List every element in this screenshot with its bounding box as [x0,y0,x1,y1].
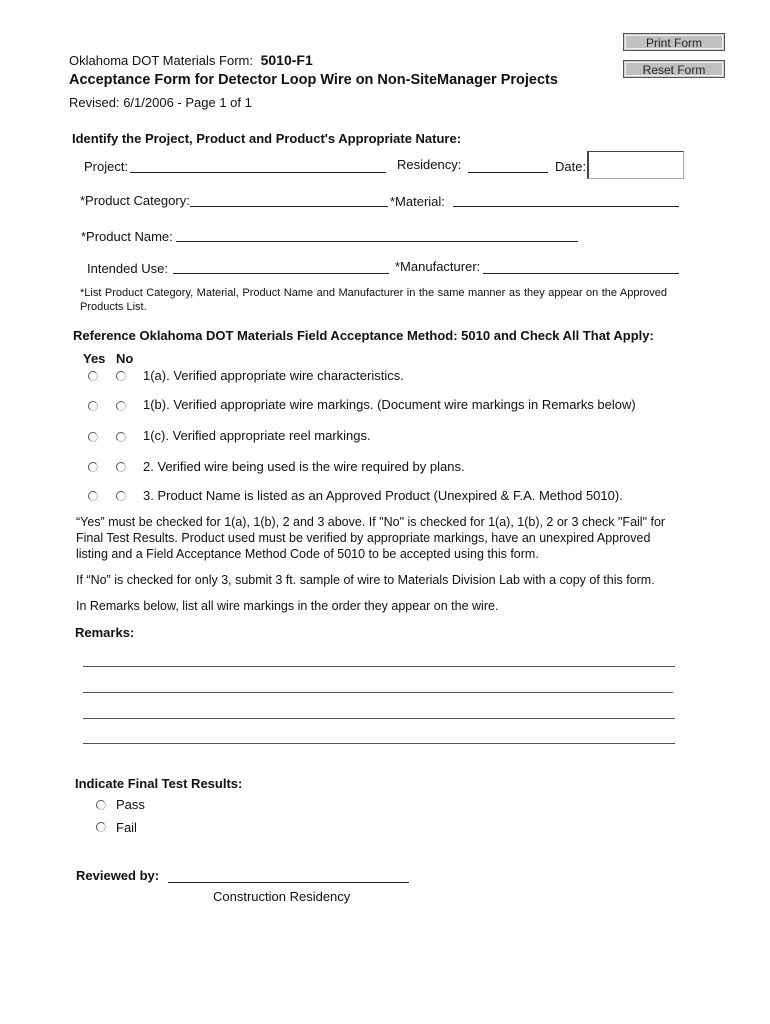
pass-radio[interactable] [96,800,106,810]
item-1a-yes-radio[interactable] [88,371,98,381]
intended-use-field[interactable] [173,273,389,274]
item-1c-no-radio[interactable] [116,432,126,442]
item-1b-no-radio[interactable] [116,401,126,411]
construction-residency-caption: Construction Residency [213,889,351,904]
item-2-no-radio[interactable] [116,462,126,472]
product-name-label: *Product Name: [81,229,173,244]
product-name-field[interactable] [176,241,578,242]
item-1b-yes-radio[interactable] [88,401,98,411]
remarks-line-4[interactable] [83,743,675,744]
project-field[interactable] [130,172,386,173]
item-1b-text: 1(b). Verified appropriate wire markings. (Document wire markings in Remarks below) [143,397,636,412]
form-prefix: Oklahoma DOT Materials Form: [69,53,253,68]
manufacturer-field[interactable] [483,273,679,274]
item-1c-yes-radio[interactable] [88,432,98,442]
products-list-note: *List Product Category, Material, Product Name and Manufacturer in the same manner as they appear on the Approved Products List. [80,287,667,313]
material-label: *Material: [390,194,445,209]
print-form-button[interactable]: Print Form [623,33,725,51]
residency-label: Residency: [397,157,462,172]
section-acceptance-heading: Reference Oklahoma DOT Materials Field Acceptance Method: 5010 and Check All That Apply: [73,328,654,343]
revised-line: Revised: 6/1/2006 - Page 1 of 1 [69,95,252,110]
no-column-label: No [116,351,134,366]
item-3-no-radio[interactable] [116,491,126,501]
item-3-text: 3. Product Name is listed as an Approved Product (Unexpired & F.A. Method 5010). [143,488,623,503]
final-results-heading: Indicate Final Test Results: [75,776,243,791]
item-1c-text: 1(c). Verified appropriate reel markings. [143,428,371,443]
remarks-line-3[interactable] [83,718,675,719]
form-number-line [69,52,313,68]
instruction-yes-no: “Yes” must be checked for 1(a), 1(b), 2 and 3 above. If "No" is checked for 1(a), 1(b), 2 or 3 check "Fail" for Final Test Results. Product used must be verified by appropriate markings, have an unexpired Approved listing and a Field Acceptance Method Code of 5010 to be accepted using this form. [76,515,666,561]
form-title: Acceptance Form for Detector Loop Wire on Non-SiteManager Projects [69,72,558,88]
instruction-sample: If “No” is checked for only 3, submit 3 ft. sample of wire to Materials Division Lab with a copy of this form. [76,573,655,587]
fail-label: Fail [116,820,137,835]
reset-form-button[interactable]: Reset Form [623,60,725,78]
manufacturer-label: *Manufacturer: [395,259,481,274]
residency-field[interactable] [468,172,548,173]
product-category-field[interactable] [190,206,388,207]
remarks-line-1[interactable] [83,666,675,667]
item-2-yes-radio[interactable] [88,462,98,472]
item-1a-text: 1(a). Verified appropriate wire characteristics. [143,368,404,383]
item-3-yes-radio[interactable] [88,491,98,501]
reviewed-by-field[interactable] [168,882,409,883]
item-2-text: 2. Verified wire being used is the wire required by plans. [143,459,465,474]
instruction-remarks: In Remarks below, list all wire markings in the order they appear on the wire. [76,599,499,613]
intended-use-label: Intended Use: [87,261,168,276]
yes-column-label: Yes [83,351,106,366]
reviewed-by-label: Reviewed by: [76,868,160,883]
section-identify-heading: Identify the Project, Product and Product's Appropriate Nature: [72,131,462,146]
date-label: Date: [555,159,587,174]
project-label: Project: [84,159,129,174]
date-field[interactable] [587,151,684,179]
item-1a-no-radio[interactable] [116,371,126,381]
remarks-label: Remarks: [75,625,135,640]
remarks-line-2[interactable] [83,692,673,693]
product-category-label: *Product Category: [80,193,190,208]
form-number: 5010-F1 [260,52,313,68]
fail-radio[interactable] [96,822,106,832]
pass-label: Pass [116,797,145,812]
material-field[interactable] [453,206,679,207]
